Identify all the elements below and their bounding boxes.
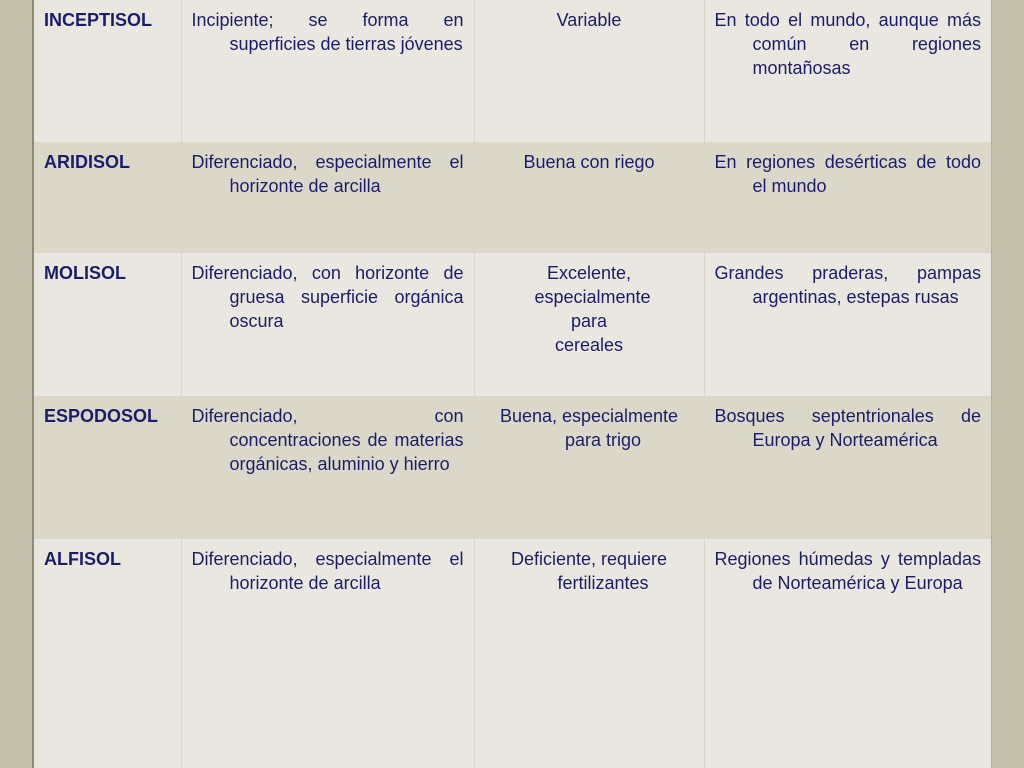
soil-name-cell: MOLISOL	[34, 253, 181, 396]
soil-productivity-cell	[474, 396, 704, 539]
soil-orders-table	[34, 0, 991, 768]
soil-description: Diferenciado, con concentraciones de materias orgánicas, aluminio y hierro	[191, 406, 464, 474]
soil-productivity: Deficiente, requiere fertilizantes	[510, 549, 668, 593]
soil-location: Grandes praderas, pampas argentinas, estepas rusas	[714, 263, 981, 307]
soil-location: Bosques septentrionales de Europa y Norteamérica	[714, 406, 981, 450]
soil-name-cell: ALFISOL	[34, 539, 181, 768]
soil-name-cell: INCEPTISOL	[34, 0, 181, 142]
left-margin-bar	[0, 0, 32, 768]
soil-description-cell	[181, 396, 474, 539]
soil-description: Diferenciado, especialmente el horizonte de arcilla	[191, 549, 464, 593]
soil-description-cell	[181, 539, 474, 768]
table-row	[34, 539, 991, 768]
soil-productivity-cell	[474, 142, 704, 253]
soil-productivity-cell	[474, 253, 704, 396]
soil-location-cell	[704, 253, 991, 396]
table-row	[34, 142, 991, 253]
soil-name-cell: ESPODOSOL	[34, 396, 181, 539]
soil-productivity: Excelente, especialmente para cereales	[534, 263, 651, 355]
soil-productivity: Buena, especialmente para trigo	[499, 406, 679, 450]
soil-description-cell	[181, 0, 474, 142]
soil-productivity-cell	[474, 539, 704, 768]
soil-description: Diferenciado, con horizonte de gruesa superficie orgánica oscura	[191, 263, 464, 331]
table-row	[34, 253, 991, 396]
soil-location-cell	[704, 396, 991, 539]
soil-location: En regiones desérticas de todo el mundo	[714, 152, 981, 196]
right-margin-bar	[991, 0, 1024, 768]
soil-name-cell: ARIDISOL	[34, 142, 181, 253]
right-border-line	[991, 0, 992, 768]
soil-location-cell	[704, 142, 991, 253]
soil-description-cell	[181, 142, 474, 253]
soil-description-cell	[181, 253, 474, 396]
table-row	[34, 0, 991, 142]
soil-location-cell	[704, 539, 991, 768]
soil-description: Diferenciado, especialmente el horizonte de arcilla	[191, 152, 464, 196]
soil-productivity: Variable	[556, 10, 622, 30]
soil-location-cell	[704, 0, 991, 142]
soil-location: En todo el mundo, aunque más común en regiones montañosas	[714, 10, 981, 78]
soil-productivity: Buena con riego	[523, 152, 655, 172]
soil-location: Regiones húmedas y templadas de Norteamérica y Europa	[714, 549, 981, 593]
soil-description: Incipiente; se forma en superficies de tierras jóvenes	[191, 10, 464, 54]
table-row	[34, 396, 991, 539]
soil-productivity-cell	[474, 0, 704, 142]
